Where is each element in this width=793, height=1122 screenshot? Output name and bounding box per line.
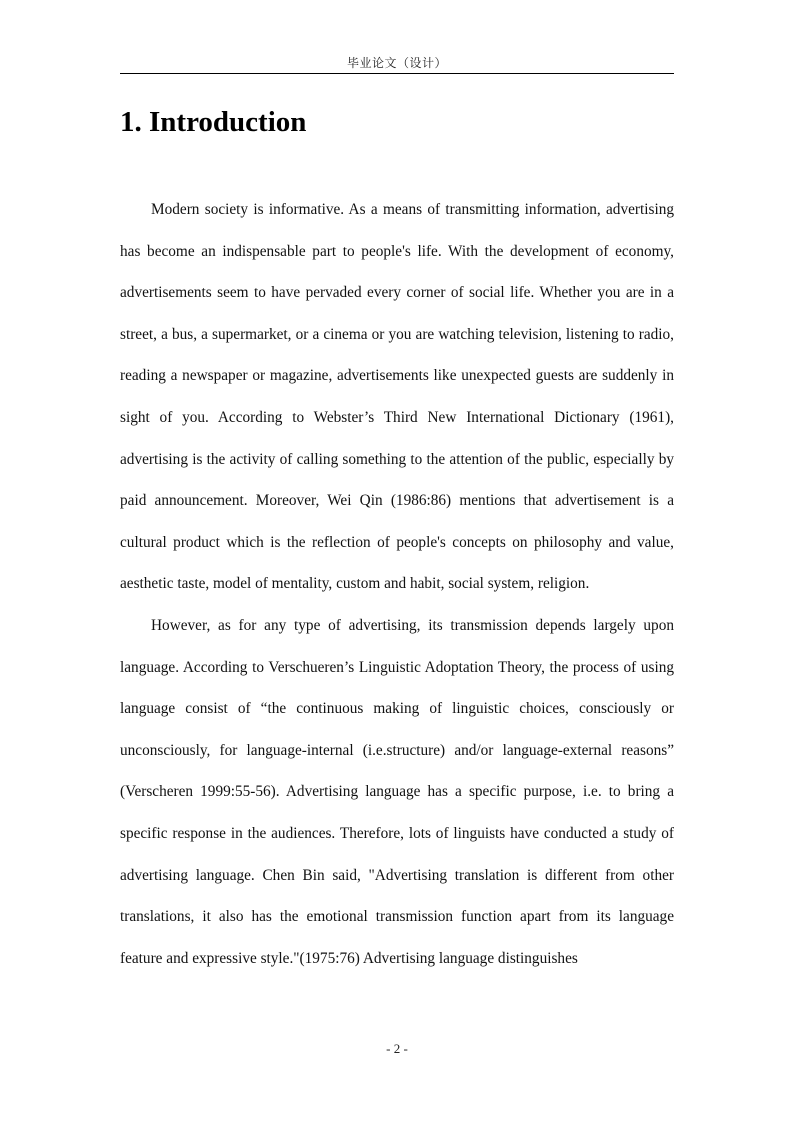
paragraph: Modern society is informative. As a means of transmitting information, advertising has become an indispensable part to people's life. With the development of economy, advertisements seem to have pervaded every corner of social life. Whether you are in a street, a bus, a supermarket, or a cinema or you are watching television, listening to radio, reading a newspaper or magazine, advertisements like unexpected guests are suddenly in sight of you. According to Webster’s Third New International Dictionary (1961), advertising is the activity of calling something to the attention of the public, especially by paid announcement. Moreover, Wei Qin (1986:86) mentions that advertisement is a cultural product which is the reflection of people's concepts on philosophy and value, aesthetic taste, model of mentality, custom and habit, social system, religion. — [120, 201, 674, 593]
header-divider — [120, 73, 674, 74]
body-text — [120, 189, 674, 979]
page-number: - 2 - — [386, 1041, 408, 1056]
running-header: 毕业论文（设计） — [346, 56, 447, 70]
paragraph: However, as for any type of advertising, its transmission depends largely upon language. According to Verschueren’s Linguistic Adoptation Theory, the process of using language consist of “the continuous making of linguistic choices, consciously or unconsciously, for language-internal (i.e.structure) and/or language-external reasons” (Verscheren 1999:55-56). Advertising language has a specific purpose, i.e. to bring a specific response in the audiences. Therefore, lots of linguists have conducted a study of advertising language. Chen Bin said, "Advertising translation is different from other translations, it also has the emotional transmission function apart from its language feature and expressive style."(1975:76) Advertising language distinguishes — [120, 616, 674, 967]
section-title: 1. Introduction — [120, 106, 307, 138]
